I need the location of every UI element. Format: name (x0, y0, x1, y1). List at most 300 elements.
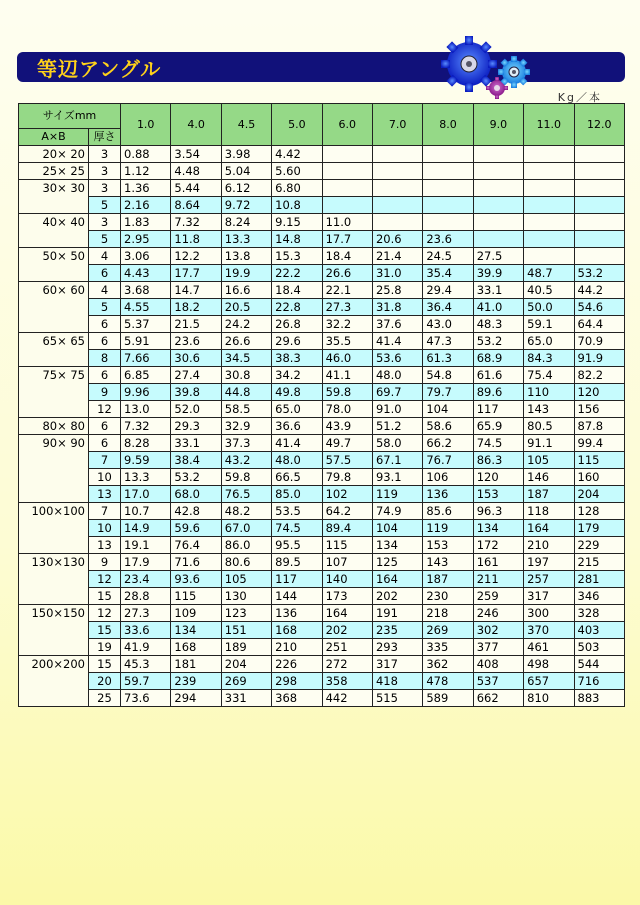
weight-cell: 54.6 (574, 299, 624, 316)
thickness-cell: 3 (89, 180, 121, 197)
table-row (19, 248, 625, 265)
weight-cell (372, 197, 422, 214)
weight-cell: 29.6 (272, 333, 322, 350)
table-row (19, 605, 625, 622)
weight-cell: 134 (372, 537, 422, 554)
weight-cell: 67.1 (372, 452, 422, 469)
weight-cell: 119 (372, 486, 422, 503)
weight-cell: 89.5 (272, 554, 322, 571)
size-cell: 200×200 (19, 656, 89, 673)
weight-cell: 87.8 (574, 418, 624, 435)
table-row (19, 520, 625, 537)
weight-cell: 49.7 (322, 435, 372, 452)
weight-cell: 91.1 (524, 435, 574, 452)
weight-cell: 48.3 (473, 316, 523, 333)
weight-cell: 41.9 (121, 639, 171, 656)
weight-cell: 328 (574, 605, 624, 622)
weight-cell: 57.5 (322, 452, 372, 469)
thickness-cell: 25 (89, 690, 121, 707)
weight-cell (423, 214, 473, 231)
thickness-cell: 15 (89, 588, 121, 605)
weight-cell: 69.7 (372, 384, 422, 401)
weight-cell: 58.6 (423, 418, 473, 435)
thickness-cell: 5 (89, 231, 121, 248)
weight-cell: 259 (473, 588, 523, 605)
weight-cell: 23.4 (121, 571, 171, 588)
table-row (19, 299, 625, 316)
weight-cell (372, 146, 422, 163)
weight-cell: 86.0 (221, 537, 271, 554)
weight-cell: 17.7 (322, 231, 372, 248)
weight-cell: 302 (473, 622, 523, 639)
weight-cell: 125 (372, 554, 422, 571)
weight-cell: 151 (221, 622, 271, 639)
weight-cell: 4.55 (121, 299, 171, 316)
weight-cell: 80.5 (524, 418, 574, 435)
weight-cell: 68.9 (473, 350, 523, 367)
weight-cell: 257 (524, 571, 574, 588)
weight-cell (372, 180, 422, 197)
weight-cell: 515 (372, 690, 422, 707)
length-header: 1.0 (121, 104, 171, 146)
size-cell (19, 265, 89, 282)
weight-cell: 418 (372, 673, 422, 690)
weight-cell: 53.6 (372, 350, 422, 367)
thickness-cell: 13 (89, 537, 121, 554)
weight-cell: 21.4 (372, 248, 422, 265)
weight-cell: 59.8 (221, 469, 271, 486)
weight-cell: 59.6 (171, 520, 221, 537)
thickness-cell: 3 (89, 163, 121, 180)
table-row (19, 486, 625, 503)
weight-cell: 164 (372, 571, 422, 588)
weight-cell: 24.2 (221, 316, 271, 333)
weight-cell: 442 (322, 690, 372, 707)
weight-cell: 48.0 (272, 452, 322, 469)
thickness-cell: 10 (89, 469, 121, 486)
gears-icon (422, 18, 542, 108)
length-header: 9.0 (473, 104, 523, 146)
weight-cell: 74.9 (372, 503, 422, 520)
weight-cell: 5.44 (171, 180, 221, 197)
weight-cell: 67.0 (221, 520, 271, 537)
weight-cell (473, 163, 523, 180)
weight-cell (473, 231, 523, 248)
weight-cell: 544 (574, 656, 624, 673)
weight-cell: 104 (423, 401, 473, 418)
thickness-cell: 12 (89, 605, 121, 622)
weight-cell (372, 214, 422, 231)
weight-cell: 13.3 (221, 231, 271, 248)
weight-cell: 64.2 (322, 503, 372, 520)
weight-cell: 3.68 (121, 282, 171, 299)
weight-cell: 95.5 (272, 537, 322, 554)
weight-cell: 40.5 (524, 282, 574, 299)
length-header: 12.0 (574, 104, 624, 146)
weight-cell: 358 (322, 673, 372, 690)
weight-cell: 44.2 (574, 282, 624, 299)
weight-cell: 331 (221, 690, 271, 707)
thickness-cell: 3 (89, 214, 121, 231)
weight-cell: 197 (524, 554, 574, 571)
thickness-cell: 12 (89, 571, 121, 588)
weight-cell: 128 (574, 503, 624, 520)
weight-cell: 503 (574, 639, 624, 656)
weight-cell: 106 (423, 469, 473, 486)
weight-cell: 85.6 (423, 503, 473, 520)
weight-cell: 168 (171, 639, 221, 656)
weight-cell: 317 (524, 588, 574, 605)
weight-cell: 15.3 (272, 248, 322, 265)
weight-cell: 4.42 (272, 146, 322, 163)
weight-cell: 9.72 (221, 197, 271, 214)
weight-cell: 26.6 (322, 265, 372, 282)
table-row (19, 588, 625, 605)
thickness-cell: 5 (89, 197, 121, 214)
weight-cell: 537 (473, 673, 523, 690)
weight-cell: 23.6 (171, 333, 221, 350)
weight-cell: 204 (221, 656, 271, 673)
weight-cell: 117 (473, 401, 523, 418)
weight-cell: 20.6 (372, 231, 422, 248)
weight-cell: 36.4 (423, 299, 473, 316)
weight-cell: 181 (171, 656, 221, 673)
weight-cell: 10.8 (272, 197, 322, 214)
size-cell (19, 588, 89, 605)
size-cell: 80× 80 (19, 418, 89, 435)
thickness-cell: 8 (89, 350, 121, 367)
weight-cell: 105 (221, 571, 271, 588)
weight-cell: 70.9 (574, 333, 624, 350)
size-cell (19, 316, 89, 333)
weight-cell: 8.28 (121, 435, 171, 452)
weight-cell: 19.1 (121, 537, 171, 554)
weight-cell: 317 (372, 656, 422, 673)
weight-cell: 75.4 (524, 367, 574, 384)
length-header: 4.0 (171, 104, 221, 146)
weight-cell: 7.66 (121, 350, 171, 367)
weight-cell: 246 (473, 605, 523, 622)
weight-cell: 105 (524, 452, 574, 469)
length-header: 8.0 (423, 104, 473, 146)
thickness-cell: 6 (89, 435, 121, 452)
weight-cell: 91.9 (574, 350, 624, 367)
weight-cell: 130 (221, 588, 271, 605)
weight-cell: 74.5 (272, 520, 322, 537)
ab-label: A×B (19, 129, 89, 146)
weight-cell: 86.3 (473, 452, 523, 469)
weight-cell: 187 (423, 571, 473, 588)
weight-cell: 89.4 (322, 520, 372, 537)
weight-cell: 662 (473, 690, 523, 707)
weight-cell: 65.9 (473, 418, 523, 435)
weight-cell: 153 (423, 537, 473, 554)
thickness-cell: 4 (89, 248, 121, 265)
weight-cell: 28.8 (121, 588, 171, 605)
table-row (19, 214, 625, 231)
weight-cell: 25.8 (372, 282, 422, 299)
weight-cell: 136 (423, 486, 473, 503)
length-header: 7.0 (372, 104, 422, 146)
angle-weight-table (18, 103, 625, 707)
weight-cell: 61.3 (423, 350, 473, 367)
weight-cell: 120 (473, 469, 523, 486)
weight-cell (423, 180, 473, 197)
table-row (19, 401, 625, 418)
weight-cell: 59.7 (121, 673, 171, 690)
weight-cell: 9.96 (121, 384, 171, 401)
weight-cell: 191 (372, 605, 422, 622)
weight-cell: 48.2 (221, 503, 271, 520)
weight-cell: 33.6 (121, 622, 171, 639)
weight-cell: 335 (423, 639, 473, 656)
weight-cell: 119 (423, 520, 473, 537)
weight-cell: 123 (221, 605, 271, 622)
weight-cell: 34.5 (221, 350, 271, 367)
weight-cell: 79.7 (423, 384, 473, 401)
weight-cell: 38.4 (171, 452, 221, 469)
weight-cell: 45.3 (121, 656, 171, 673)
weight-cell: 65.0 (524, 333, 574, 350)
weight-cell: 14.8 (272, 231, 322, 248)
size-cell (19, 690, 89, 707)
weight-cell: 657 (524, 673, 574, 690)
weight-cell: 29.4 (423, 282, 473, 299)
size-cell (19, 486, 89, 503)
weight-cell: 85.0 (272, 486, 322, 503)
table-row (19, 350, 625, 367)
size-cell: 130×130 (19, 554, 89, 571)
thickness-cell: 19 (89, 639, 121, 656)
weight-cell: 16.6 (221, 282, 271, 299)
weight-cell: 43.0 (423, 316, 473, 333)
weight-cell: 161 (473, 554, 523, 571)
weight-cell: 716 (574, 673, 624, 690)
weight-cell: 370 (524, 622, 574, 639)
weight-cell: 64.4 (574, 316, 624, 333)
thickness-cell: 9 (89, 384, 121, 401)
table-row (19, 656, 625, 673)
weight-cell: 377 (473, 639, 523, 656)
weight-cell: 82.2 (574, 367, 624, 384)
weight-cell (574, 197, 624, 214)
weight-cell: 71.6 (171, 554, 221, 571)
table-row (19, 690, 625, 707)
weight-cell: 93.1 (372, 469, 422, 486)
weight-cell: 9.15 (272, 214, 322, 231)
weight-cell: 22.2 (272, 265, 322, 282)
weight-cell: 7.32 (171, 214, 221, 231)
weight-cell: 66.2 (423, 435, 473, 452)
weight-cell: 146 (524, 469, 574, 486)
weight-cell: 41.0 (473, 299, 523, 316)
weight-cell: 59.8 (322, 384, 372, 401)
weight-cell: 461 (524, 639, 574, 656)
weight-cell: 281 (574, 571, 624, 588)
table-row (19, 231, 625, 248)
page-header (17, 52, 625, 82)
weight-cell: 58.0 (372, 435, 422, 452)
length-header: 6.0 (322, 104, 372, 146)
weight-cell: 33.1 (473, 282, 523, 299)
weight-cell: 78.0 (322, 401, 372, 418)
weight-cell: 30.6 (171, 350, 221, 367)
weight-cell (322, 146, 372, 163)
weight-cell: 300 (524, 605, 574, 622)
size-cell (19, 401, 89, 418)
weight-cell: 115 (574, 452, 624, 469)
weight-cell: 235 (372, 622, 422, 639)
weight-cell: 59.1 (524, 316, 574, 333)
weight-cell (423, 197, 473, 214)
weight-cell: 156 (574, 401, 624, 418)
weight-cell: 61.6 (473, 367, 523, 384)
weight-cell: 20.5 (221, 299, 271, 316)
weight-cell: 13.8 (221, 248, 271, 265)
length-header: 11.0 (524, 104, 574, 146)
weight-cell: 22.8 (272, 299, 322, 316)
weight-cell: 117 (272, 571, 322, 588)
weight-cell: 91.0 (372, 401, 422, 418)
weight-cell: 39.9 (473, 265, 523, 282)
size-cell (19, 571, 89, 588)
weight-cell: 211 (473, 571, 523, 588)
table-row (19, 367, 625, 384)
table-row (19, 197, 625, 214)
weight-cell: 136 (272, 605, 322, 622)
weight-cell: 115 (171, 588, 221, 605)
weight-cell: 39.8 (171, 384, 221, 401)
weight-cell: 104 (372, 520, 422, 537)
weight-cell: 5.60 (272, 163, 322, 180)
size-cell (19, 469, 89, 486)
weight-cell: 160 (574, 469, 624, 486)
weight-cell: 229 (574, 537, 624, 554)
weight-cell: 189 (221, 639, 271, 656)
table-row (19, 265, 625, 282)
weight-cell: 53.5 (272, 503, 322, 520)
weight-cell: 53.2 (574, 265, 624, 282)
weight-cell: 7.32 (121, 418, 171, 435)
size-cell: 90× 90 (19, 435, 89, 452)
weight-cell: 883 (574, 690, 624, 707)
thickness-cell: 5 (89, 299, 121, 316)
weight-cell: 362 (423, 656, 473, 673)
thickness-cell: 6 (89, 333, 121, 350)
table-row (19, 639, 625, 656)
weight-cell: 13.3 (121, 469, 171, 486)
weight-cell: 215 (574, 554, 624, 571)
thickness-cell: 7 (89, 503, 121, 520)
weight-cell: 179 (574, 520, 624, 537)
table-row (19, 282, 625, 299)
weight-cell (473, 146, 523, 163)
weight-cell: 14.9 (121, 520, 171, 537)
weight-cell: 4.48 (171, 163, 221, 180)
weight-cell (524, 163, 574, 180)
size-cell (19, 622, 89, 639)
weight-cell: 102 (322, 486, 372, 503)
size-cell (19, 350, 89, 367)
weight-cell: 202 (322, 622, 372, 639)
weight-cell: 153 (473, 486, 523, 503)
size-cell: 30× 30 (19, 180, 89, 197)
table-row (19, 163, 625, 180)
weight-cell: 54.8 (423, 367, 473, 384)
weight-cell: 115 (322, 537, 372, 554)
weight-cell: 11.8 (171, 231, 221, 248)
size-cell: 150×150 (19, 605, 89, 622)
weight-cell: 9.59 (121, 452, 171, 469)
weight-cell: 44.8 (221, 384, 271, 401)
weight-cell (473, 214, 523, 231)
size-cell: 50× 50 (19, 248, 89, 265)
weight-cell: 368 (272, 690, 322, 707)
weight-cell: 14.7 (171, 282, 221, 299)
weight-cell: 27.3 (322, 299, 372, 316)
weight-cell: 26.8 (272, 316, 322, 333)
weight-cell: 41.1 (322, 367, 372, 384)
table-row (19, 554, 625, 571)
size-cell (19, 673, 89, 690)
table-row (19, 571, 625, 588)
weight-cell (574, 180, 624, 197)
size-cell: 75× 75 (19, 367, 89, 384)
weight-cell (372, 163, 422, 180)
weight-cell: 202 (372, 588, 422, 605)
weight-cell: 12.2 (171, 248, 221, 265)
size-cell: 65× 65 (19, 333, 89, 350)
weight-cell: 58.5 (221, 401, 271, 418)
weight-cell: 31.8 (372, 299, 422, 316)
weight-cell: 49.8 (272, 384, 322, 401)
weight-cell: 293 (372, 639, 422, 656)
weight-cell: 1.83 (121, 214, 171, 231)
weight-cell (322, 180, 372, 197)
weight-cell: 48.0 (372, 367, 422, 384)
weight-cell (473, 180, 523, 197)
weight-cell: 35.4 (423, 265, 473, 282)
weight-cell: 0.88 (121, 146, 171, 163)
weight-cell: 239 (171, 673, 221, 690)
weight-cell: 51.2 (372, 418, 422, 435)
size-cell (19, 299, 89, 316)
weight-cell: 93.6 (171, 571, 221, 588)
weight-cell: 38.3 (272, 350, 322, 367)
weight-cell (574, 214, 624, 231)
weight-cell: 120 (574, 384, 624, 401)
weight-cell (473, 197, 523, 214)
size-label: サイズmm (19, 104, 121, 129)
weight-cell (524, 231, 574, 248)
weight-cell: 298 (272, 673, 322, 690)
weight-cell: 37.3 (221, 435, 271, 452)
weight-cell: 37.6 (372, 316, 422, 333)
weight-cell: 294 (171, 690, 221, 707)
weight-cell: 107 (322, 554, 372, 571)
weight-cell: 272 (322, 656, 372, 673)
thickness-label: 厚さ (89, 129, 121, 146)
weight-cell (524, 248, 574, 265)
weight-cell: 10.7 (121, 503, 171, 520)
weight-cell: 210 (524, 537, 574, 554)
weight-cell: 22.1 (322, 282, 372, 299)
weight-cell: 230 (423, 588, 473, 605)
weight-cell: 172 (473, 537, 523, 554)
weight-cell: 144 (272, 588, 322, 605)
weight-cell: 11.0 (322, 214, 372, 231)
weight-cell: 1.12 (121, 163, 171, 180)
